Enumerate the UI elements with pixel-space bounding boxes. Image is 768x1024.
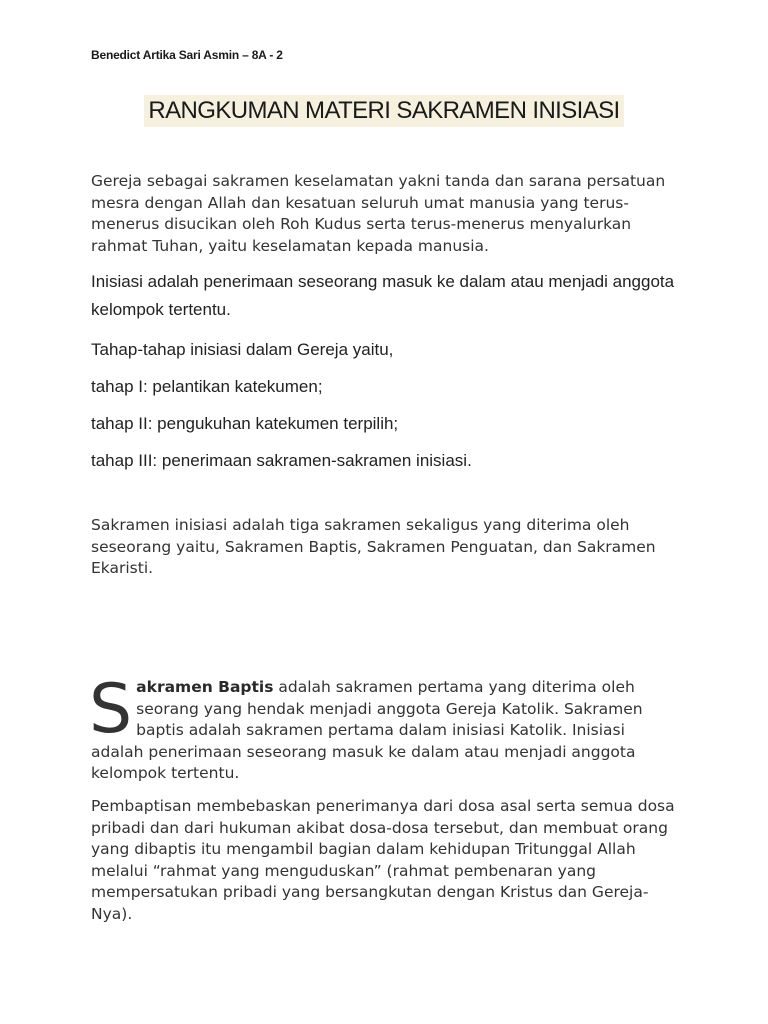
baptis-text: adalah sakramen pertama yang diterima oleh seorang yang hendak menjadi anggota Gereja Katolik. Sakramen baptis adalah sakramen pertama dalam inisiasi Katolik. Inisiasi adalah penerimaan seseorang masuk ke dalam atau menjadi anggota kelompok tertentu. [91,678,643,782]
paragraph-inisiasi: Inisiasi adalah penerimaan seseorang masuk ke dalam atau menjadi anggota kelompok tertentu. [91,272,675,319]
paragraph-sakramen-baptis [89,670,681,785]
paragraph-sakramen-inisiasi: Sakramen inisiasi adalah tiga sakramen sekaligus yang diterima oleh seseorang yaitu, Sakramen Baptis, Sakramen Penguatan, dan Sakramen Ekaristi. [91,516,656,577]
title-container [0,95,768,127]
paragraph-tahap-2: tahap II: pengukuhan katekumen terpilih; [91,414,399,433]
page-title: RANGKUMAN MATERI SAKRAMEN INISIASI [144,95,623,127]
paragraph-pembaptisan: Pembaptisan membebaskan penerimanya dari dosa asal serta semua dosa pribadi dan dari hukuman akibat dosa-dosa tersebut, dan membuat orang yang dibaptis itu mengambil bagian dalam kehidupan Tritunggal Allah melalui “rahmat yang menguduskan” (rahmat pembenaran yang mempersatukan pribadi yang bersangkutan dengan Kristus dan Gereja-Nya). [91,797,675,923]
paragraph-tahap-1: tahap I: pelantikan katekumen; [91,377,323,396]
paragraph-tahap-3: tahap III: penerimaan sakramen-sakramen inisiasi. [91,451,472,470]
paragraph-tahap-intro: Tahap-tahap inisiasi dalam Gereja yaitu, [91,340,394,359]
drop-cap: S [89,670,133,749]
author-line: Benedict Artika Sari Asmin – 8A - 2 [91,48,283,62]
paragraph-gereja: Gereja sebagai sakramen keselamatan yakni tanda dan sarana persatuan mesra dengan Allah dan kesatuan seluruh umat manusia yang terus-menerus disucikan oleh Roh Kudus serta terus-menerus menyalurkan rahmat Tuhan, yaitu keselamatan kepada manusia. [91,172,666,255]
baptis-bold-term: akramen Baptis [136,678,274,696]
